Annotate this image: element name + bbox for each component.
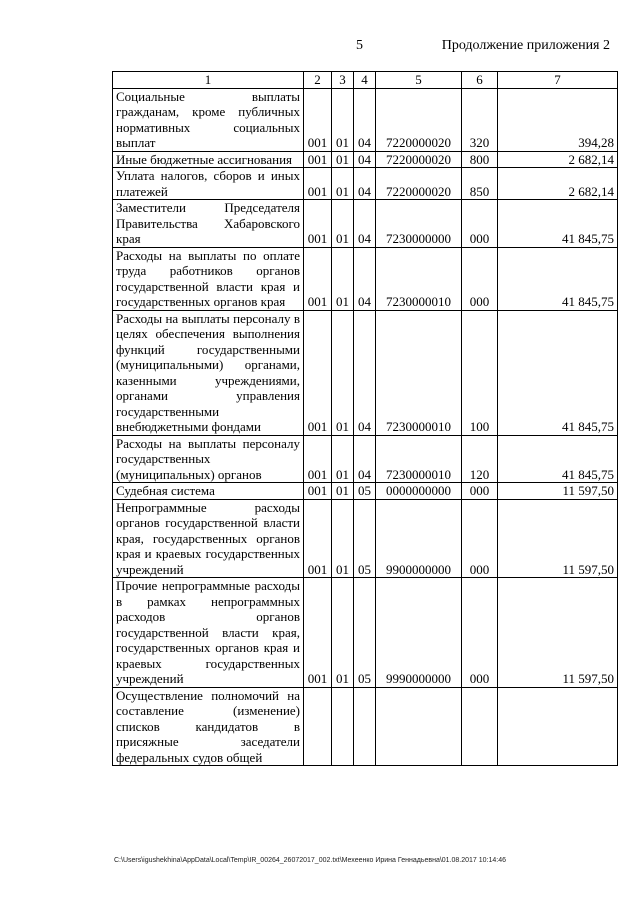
row-subsection: 04: [354, 310, 376, 435]
row-expense-type: 000: [462, 200, 498, 248]
row-admin-code: 001: [304, 310, 332, 435]
appendix-continuation-label: Продолжение приложения 2: [441, 38, 610, 53]
column-header: 4: [354, 72, 376, 89]
row-name: Прочие непрограммные расходы в рамках непрограммных расходов органов государственной власти края, государственных органов края и краевых государственных учреждений: [113, 578, 304, 688]
row-amount: 41 845,75: [498, 310, 618, 435]
row-admin-code: 001: [304, 578, 332, 688]
row-name: Непрограммные расходы органов государственной власти края, государственных органов края и краевых государственных учреждений: [113, 499, 304, 578]
table-row: [113, 435, 618, 483]
table-row: [113, 483, 618, 500]
row-amount: 41 845,75: [498, 247, 618, 310]
row-target-article: 7230000010: [376, 247, 462, 310]
row-expense-type: 000: [462, 578, 498, 688]
row-expense-type: 000: [462, 247, 498, 310]
row-expense-type: 320: [462, 88, 498, 151]
row-section: 01: [332, 247, 354, 310]
column-header: 1: [113, 72, 304, 89]
row-name: Иные бюджетные ассигнования: [113, 151, 304, 168]
column-header: 5: [376, 72, 462, 89]
table-header-row: [113, 72, 618, 89]
column-header: 6: [462, 72, 498, 89]
row-target-article: 7230000010: [376, 310, 462, 435]
column-header: 2: [304, 72, 332, 89]
row-admin-code: [304, 687, 332, 766]
row-amount: 2 682,14: [498, 151, 618, 168]
row-section: 01: [332, 88, 354, 151]
row-target-article: 7230000000: [376, 200, 462, 248]
budget-table: [112, 71, 618, 766]
row-section: 01: [332, 578, 354, 688]
column-header: 3: [332, 72, 354, 89]
row-name: Заместители Председателя Правительства Хабаровского края: [113, 200, 304, 248]
row-target-article: 9990000000: [376, 578, 462, 688]
table-row: [113, 499, 618, 578]
row-admin-code: 001: [304, 435, 332, 483]
file-path-footer: C:\Users\igushekhina\AppData\Local\Temp\IR_00264_26072017_002.txt\Мехеенко Ирина Геннадьевна\01.08.2017 10:14:46: [114, 857, 507, 864]
row-section: 01: [332, 310, 354, 435]
row-target-article: [376, 687, 462, 766]
row-expense-type: 000: [462, 483, 498, 500]
row-amount: 41 845,75: [498, 200, 618, 248]
row-expense-type: 120: [462, 435, 498, 483]
row-subsection: 04: [354, 247, 376, 310]
row-target-article: 7220000020: [376, 151, 462, 168]
row-expense-type: [462, 687, 498, 766]
row-amount: 2 682,14: [498, 168, 618, 200]
row-subsection: 04: [354, 200, 376, 248]
row-target-article: 9900000000: [376, 499, 462, 578]
row-admin-code: 001: [304, 88, 332, 151]
row-subsection: [354, 687, 376, 766]
row-section: 01: [332, 499, 354, 578]
column-header: 7: [498, 72, 618, 89]
table-row: [113, 310, 618, 435]
row-name: Уплата налогов, сборов и иных платежей: [113, 168, 304, 200]
row-name: Социальные выплаты гражданам, кроме публичных нормативных социальных выплат: [113, 88, 304, 151]
table-row: [113, 687, 618, 766]
row-target-article: 0000000000: [376, 483, 462, 500]
row-target-article: 7220000020: [376, 88, 462, 151]
row-admin-code: 001: [304, 200, 332, 248]
row-section: 01: [332, 200, 354, 248]
row-name: Расходы на выплаты персоналу в целях обеспечения выполнения функций государственными (муниципальными) органами, казенными учреждениями, органами управления государственными внебюджетными фондами: [113, 310, 304, 435]
table-row: [113, 247, 618, 310]
table-row: [113, 200, 618, 248]
row-section: 01: [332, 168, 354, 200]
row-expense-type: 100: [462, 310, 498, 435]
row-subsection: 04: [354, 435, 376, 483]
page-number: 5: [356, 38, 363, 53]
row-admin-code: 001: [304, 168, 332, 200]
table-row: [113, 168, 618, 200]
row-section: 01: [332, 483, 354, 500]
table-row: [113, 578, 618, 688]
row-section: 01: [332, 151, 354, 168]
table-row: [113, 151, 618, 168]
row-amount: 11 597,50: [498, 578, 618, 688]
row-amount: [498, 687, 618, 766]
row-admin-code: 001: [304, 499, 332, 578]
row-subsection: 05: [354, 499, 376, 578]
row-admin-code: 001: [304, 151, 332, 168]
row-subsection: 04: [354, 151, 376, 168]
row-subsection: 04: [354, 168, 376, 200]
row-admin-code: 001: [304, 483, 332, 500]
row-name: Судебная система: [113, 483, 304, 500]
row-amount: 11 597,50: [498, 499, 618, 578]
row-section: [332, 687, 354, 766]
row-target-article: 7220000020: [376, 168, 462, 200]
row-subsection: 05: [354, 483, 376, 500]
row-expense-type: 000: [462, 499, 498, 578]
row-name: Расходы на выплаты персоналу государственных (муниципальных) органов: [113, 435, 304, 483]
row-expense-type: 850: [462, 168, 498, 200]
row-amount: 41 845,75: [498, 435, 618, 483]
row-subsection: 05: [354, 578, 376, 688]
row-subsection: 04: [354, 88, 376, 151]
row-amount: 394,28: [498, 88, 618, 151]
row-admin-code: 001: [304, 247, 332, 310]
row-section: 01: [332, 435, 354, 483]
table-row: [113, 88, 618, 151]
row-name: Осуществление полномочий на составление (изменение) списков кандидатов в присяжные заседатели федеральных судов общей: [113, 687, 304, 766]
row-target-article: 7230000010: [376, 435, 462, 483]
row-expense-type: 800: [462, 151, 498, 168]
row-name: Расходы на выплаты по оплате труда работников органов государственной власти края и государственных органов края: [113, 247, 304, 310]
row-amount: 11 597,50: [498, 483, 618, 500]
